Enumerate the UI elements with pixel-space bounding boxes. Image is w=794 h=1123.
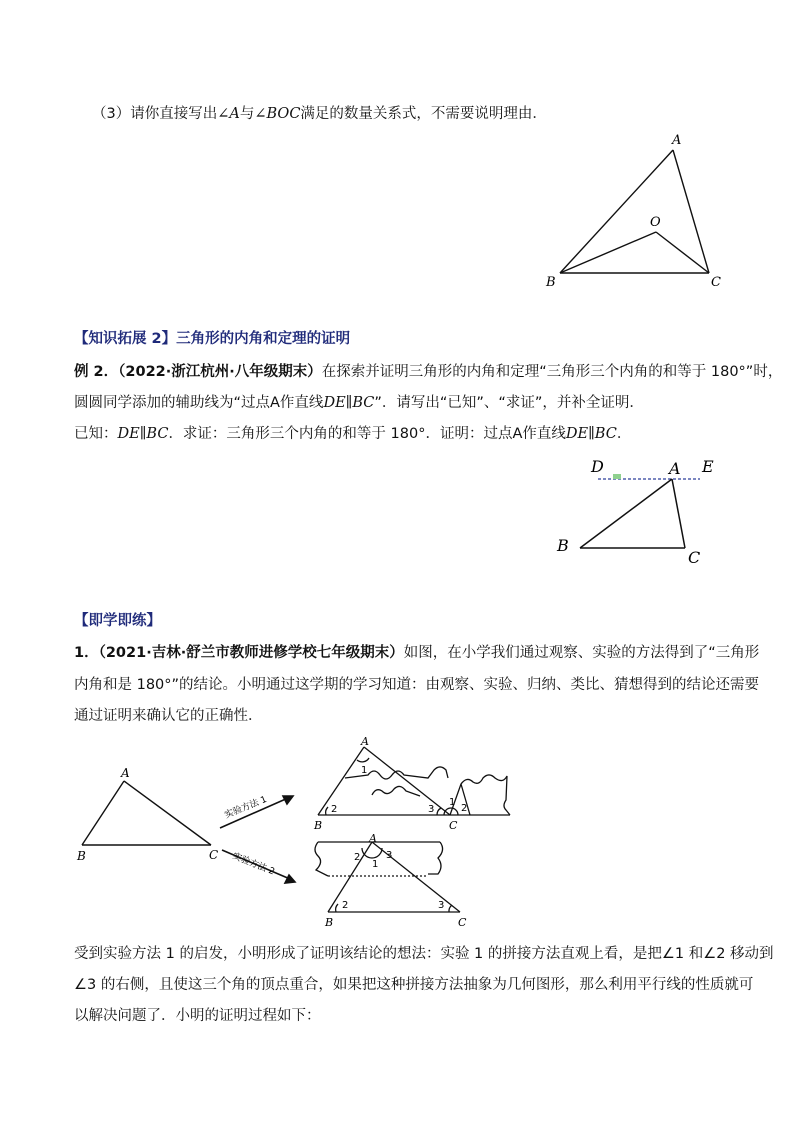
example2-line3-c: ． <box>616 426 632 442</box>
fig3-m2-b: B <box>325 916 334 929</box>
fig3-m2-angle2b: 2 <box>342 900 349 911</box>
section-ext2-title: 三角形的内角和定理的证明 <box>176 331 351 347</box>
after-line1: 受到实验方法 1 的启发，小明形成了证明该结论的想法：实验 1 的拼接方法直观上看，是把∠1 和∠2 移动到 <box>74 946 774 962</box>
section-practice-heading: 【即学即练】 <box>74 613 161 629</box>
q3-prefix: （3）请你直接写出 <box>92 106 218 122</box>
fig2-label-b: B <box>557 536 569 555</box>
fig3-m1-angle1: 1 <box>361 765 368 776</box>
example2-line2-b: ”．请写出“已知”、“求证”，并补全证明． <box>374 395 644 411</box>
problem1-line1-rest: 如图，在小学我们通过观察、实验的方法得到了“三角形 <box>403 645 760 661</box>
q3-mid: 与 <box>239 106 255 122</box>
fig1-label-b: B <box>546 275 556 290</box>
fig1-label-o: O <box>650 215 661 230</box>
fig1-label-a: A <box>672 133 682 148</box>
after-line3: 以解决问题了．小明的证明过程如下： <box>74 1008 321 1024</box>
fig3-m2-angle3: 3 <box>386 850 393 861</box>
fig3-m1-angle1b: 1 <box>449 797 456 808</box>
q3-angle-boc: ∠BOC <box>254 106 301 122</box>
fig3-left-a: A <box>121 766 130 780</box>
example2-line1-rest: 在探索并证明三角形的内角和定理“三角形三个内角的和等于 180°”时， <box>321 364 783 380</box>
fig3-method1-label: 实验方法 1 <box>223 794 269 821</box>
fig3-m2-angle1: 1 <box>372 859 379 870</box>
fig3-m1-angle2b: 2 <box>461 803 468 814</box>
fig3-m1-angle3: 3 <box>428 804 435 815</box>
q3-suffix: 满足的数量关系式，不需要说明理由． <box>300 106 547 122</box>
fig3-m1-a: A <box>361 735 369 748</box>
example2-line3-de: DE∥BC <box>117 426 169 442</box>
example2-line3-a: 已知： <box>74 426 118 442</box>
problem1-source: （2021·吉林·舒兰市教师进修学校七年级期末） <box>98 645 404 661</box>
fig3-m1-angle2: 2 <box>331 804 338 815</box>
fig3-left-c: C <box>209 848 219 862</box>
fig3-m1-c: C <box>449 819 458 832</box>
problem1-num: 1． <box>74 645 99 661</box>
fig3-m2-a: A <box>369 832 377 845</box>
example2-label: 例 2． <box>74 364 119 380</box>
fig2-label-a: A <box>669 459 681 478</box>
fig3-m2-angle3b: 3 <box>438 900 445 911</box>
fig3-method2-label: 实验方法 2 <box>230 851 276 878</box>
example2-line2-de: DE∥BC <box>323 395 375 411</box>
fig3-m2-angle2: 2 <box>354 852 361 863</box>
fig2-label-c: C <box>688 548 701 567</box>
example2-source: （2022·浙江杭州·八年级期末） <box>118 364 322 380</box>
section-ext2-bracket: 【知识拓展 2】 <box>74 331 177 347</box>
example2-line3-b: ．求证：三角形三个内角的和等于 180°．证明：过点A作直线 <box>168 426 566 442</box>
fig3-left-b: B <box>77 849 86 863</box>
fig3-m2-c: C <box>458 916 467 929</box>
example2-line2-a: 圆圆同学添加的辅助线为“过点A作直线 <box>74 395 324 411</box>
fig2-label-d: D <box>591 457 604 476</box>
after-line2: ∠3 的右侧，且使这三个角的顶点重合，如果把这种拼接方法抽象为几何图形，那么利用平行线的性质就可 <box>74 977 754 993</box>
problem1-line3: 通过证明来确认它的正确性． <box>74 708 263 724</box>
example2-line3-de2: DE∥BC <box>565 426 617 442</box>
fig1-label-c: C <box>711 275 721 290</box>
fig2-label-e: E <box>702 457 714 476</box>
q3-angle-a: ∠A <box>217 106 240 122</box>
fig3-m1-b: B <box>314 819 323 832</box>
problem1-line2: 内角和是 180°”的结论。小明通过这学期的学习知道：由观察、实验、归纳、类比、猜想得到的结论还需要 <box>74 677 760 693</box>
